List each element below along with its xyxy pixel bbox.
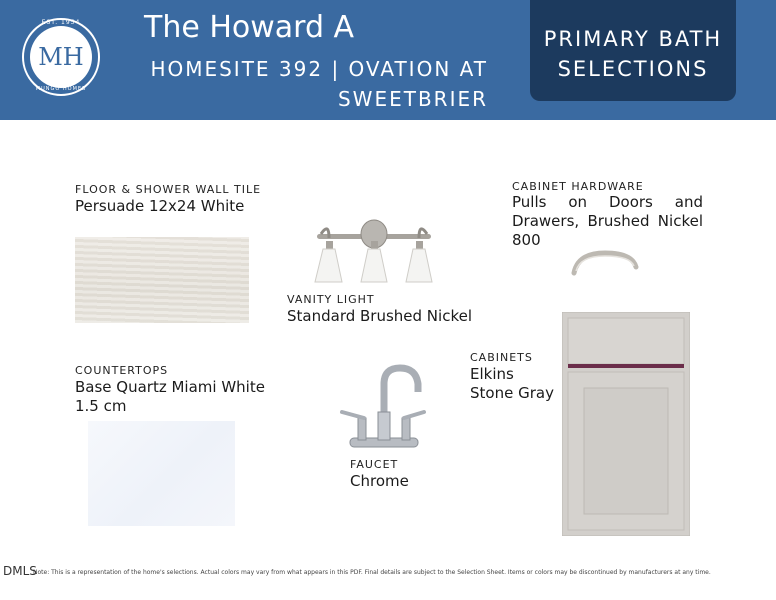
disclaimer-note: Note: This is a representation of the home's selections. Actual colors may vary from what appears in this PDF. Final details are subject to the Selection Sheet. Items or colors may be discontinued by manufacturers at any time.	[33, 569, 711, 576]
left-valve	[358, 418, 366, 440]
homesite-subtitle: HOMESITE 392 | OVATION AT SWEETBRIER	[150, 57, 488, 111]
right-shade	[406, 249, 432, 282]
logo-monogram: MH	[38, 43, 84, 71]
logo-est-text: EST. 1954	[41, 19, 81, 26]
cabinets-label: CABINETS	[470, 351, 533, 364]
section-badge	[530, 0, 736, 101]
faucet-image	[338, 362, 430, 452]
header-banner	[0, 0, 776, 120]
cabinets-value: Elkins Stone Gray	[470, 365, 554, 402]
countertops-label: COUNTERTOPS	[75, 364, 169, 377]
center-socket	[371, 241, 378, 249]
left-handle	[342, 412, 364, 418]
cabinet-pull-image	[568, 245, 642, 279]
cabinet-door-panel	[584, 388, 668, 514]
logo-circle	[30, 26, 92, 88]
logo-brand-text: MUNGO HOMES	[35, 86, 87, 92]
page-title: The Howard A	[144, 10, 355, 45]
dmls-mark: DMLS	[3, 564, 37, 578]
countertop-swatch	[88, 421, 235, 526]
faucet-body	[378, 412, 390, 440]
cabinet-door-image	[562, 312, 690, 536]
countertops-value: Base Quartz Miami White 1.5 cm	[75, 378, 265, 415]
floor-tile-value: Persuade 12x24 White	[75, 197, 245, 215]
faucet-label: FAUCET	[350, 458, 399, 471]
faucet-value: Chrome	[350, 472, 409, 490]
vanity-light-value: Standard Brushed Nickel	[287, 307, 472, 325]
cabinet-hardware-value: Pulls on Doors and Drawers, Brushed Nickel 800	[512, 193, 703, 249]
mungo-homes-logo	[22, 18, 100, 96]
section-badge-label: PRIMARY BATH SELECTIONS	[543, 27, 723, 81]
floor-tile-swatch	[75, 237, 249, 323]
left-shade	[315, 249, 342, 282]
cabinet-accent-stripe	[568, 364, 684, 368]
vanity-light-image	[305, 214, 445, 286]
tile-texture	[75, 237, 249, 323]
cabinet-drawer	[568, 318, 684, 364]
cabinet-hardware-label: CABINET HARDWARE	[512, 180, 644, 193]
vanity-light-label: VANITY LIGHT	[287, 293, 375, 306]
right-handle	[404, 412, 424, 418]
right-socket	[416, 241, 423, 249]
right-valve	[402, 418, 410, 440]
left-socket	[326, 241, 333, 249]
center-shade	[361, 249, 387, 282]
floor-tile-label: FLOOR & SHOWER WALL TILE	[75, 183, 262, 196]
